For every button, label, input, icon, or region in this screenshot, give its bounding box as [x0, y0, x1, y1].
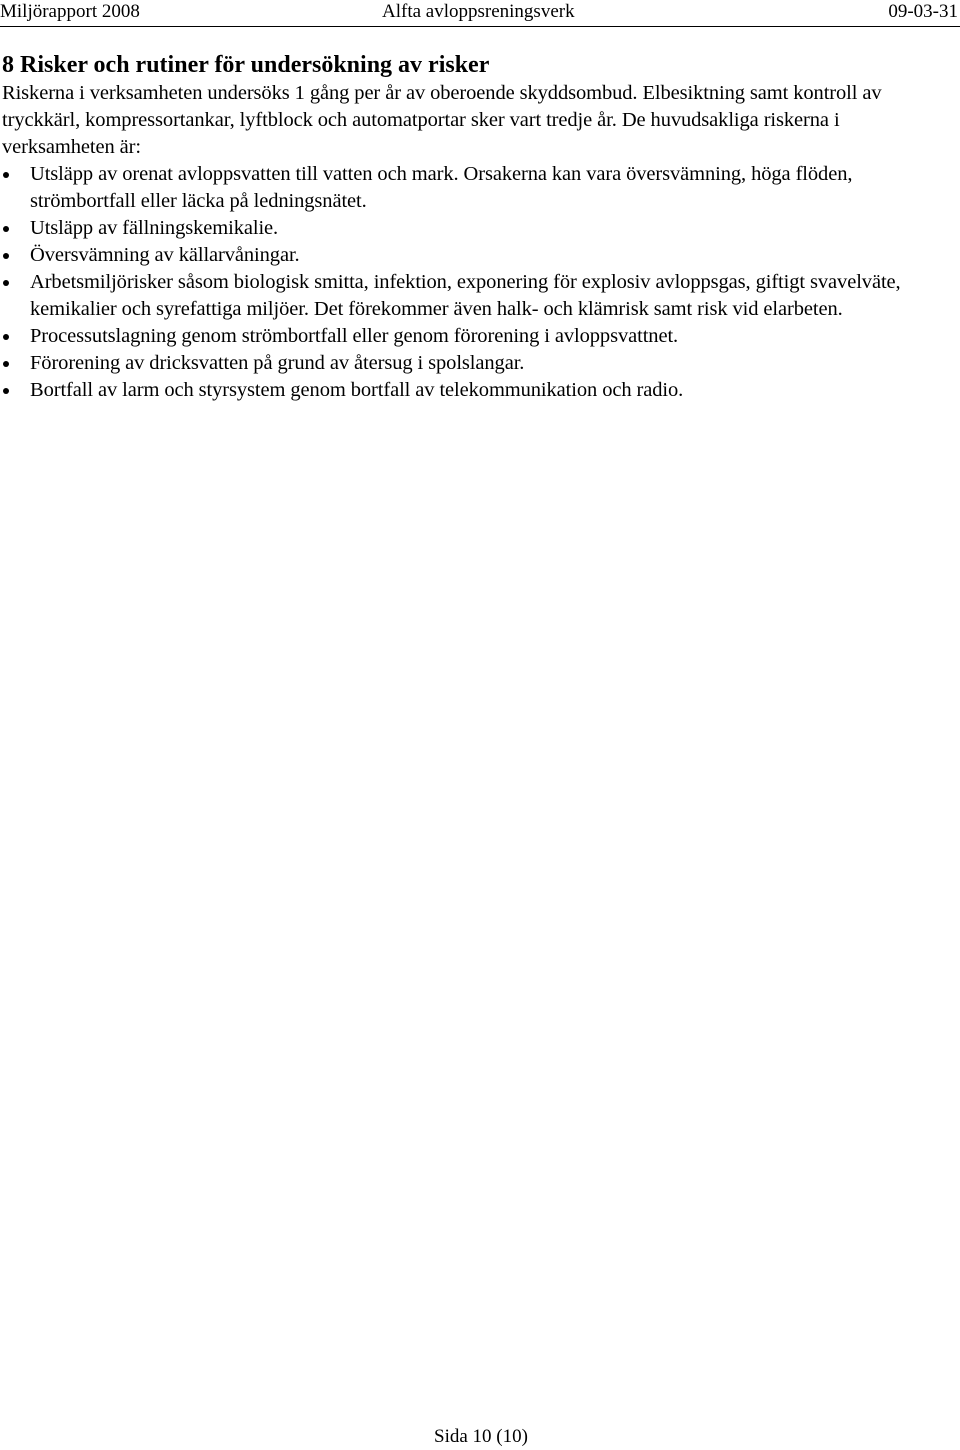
bullet-icon: [3, 253, 9, 259]
bullet-icon: [3, 388, 9, 394]
list-item: [2, 323, 952, 350]
page-footer: [0, 1426, 960, 1448]
bullet-icon: [3, 226, 9, 232]
risk-list: [2, 161, 952, 404]
section-title: 8 Risker och rutiner för undersökning av risker: [2, 52, 490, 78]
page-header: [0, 0, 960, 24]
list-item: [2, 242, 952, 269]
list-item: [2, 350, 952, 377]
bullet-icon: [3, 280, 9, 286]
list-item: [2, 377, 952, 404]
list-item: [2, 161, 952, 215]
bullet-icon: [3, 172, 9, 178]
section-content: [2, 50, 952, 404]
header-facility-name: Alfta avloppsreningsverk: [382, 1, 575, 22]
header-date: 09-03-31: [888, 1, 958, 22]
header-divider: [0, 26, 960, 27]
list-item-text: Arbetsmiljörisker såsom biologisk smitta, infektion, exponering för explosiv avloppsgas, giftigt svavelväte, kemikalier och syrefattiga miljöer. Det förekommer även halk- och klämrisk samt risk vid elarbeten.: [30, 271, 901, 320]
list-item-text: Förorening av dricksvatten på grund av återsug i spolslangar.: [30, 352, 525, 374]
list-item-text: Processutslagning genom strömbortfall eller genom förorening i avloppsvattnet.: [30, 325, 679, 347]
bullet-icon: [3, 361, 9, 367]
list-item-text: Översvämning av källarvåningar.: [30, 244, 300, 266]
list-item-text: Utsläpp av fällningskemikalie.: [30, 217, 279, 239]
list-item: [2, 215, 952, 242]
section-intro: Riskerna i verksamheten undersöks 1 gång per år av oberoende skyddsombud. Elbesiktning samt kontroll av tryckkärl, kompressortankar, lyftblock och automatportar sker vart tredje år. De huvudsakliga riskerna i verksamheten är:: [2, 82, 882, 158]
list-item-text: Utsläpp av orenat avloppsvatten till vatten och mark. Orsakerna kan vara översvämning, höga flöden, strömbortfall eller läcka på ledningsnätet.: [30, 163, 853, 212]
list-item: [2, 269, 952, 323]
page-number: Sida 10 (10): [434, 1426, 528, 1447]
list-item-text: Bortfall av larm och styrsystem genom bortfall av telekommunikation och radio.: [30, 379, 684, 401]
header-report-title: Miljörapport 2008: [0, 1, 140, 22]
bullet-icon: [3, 334, 9, 340]
